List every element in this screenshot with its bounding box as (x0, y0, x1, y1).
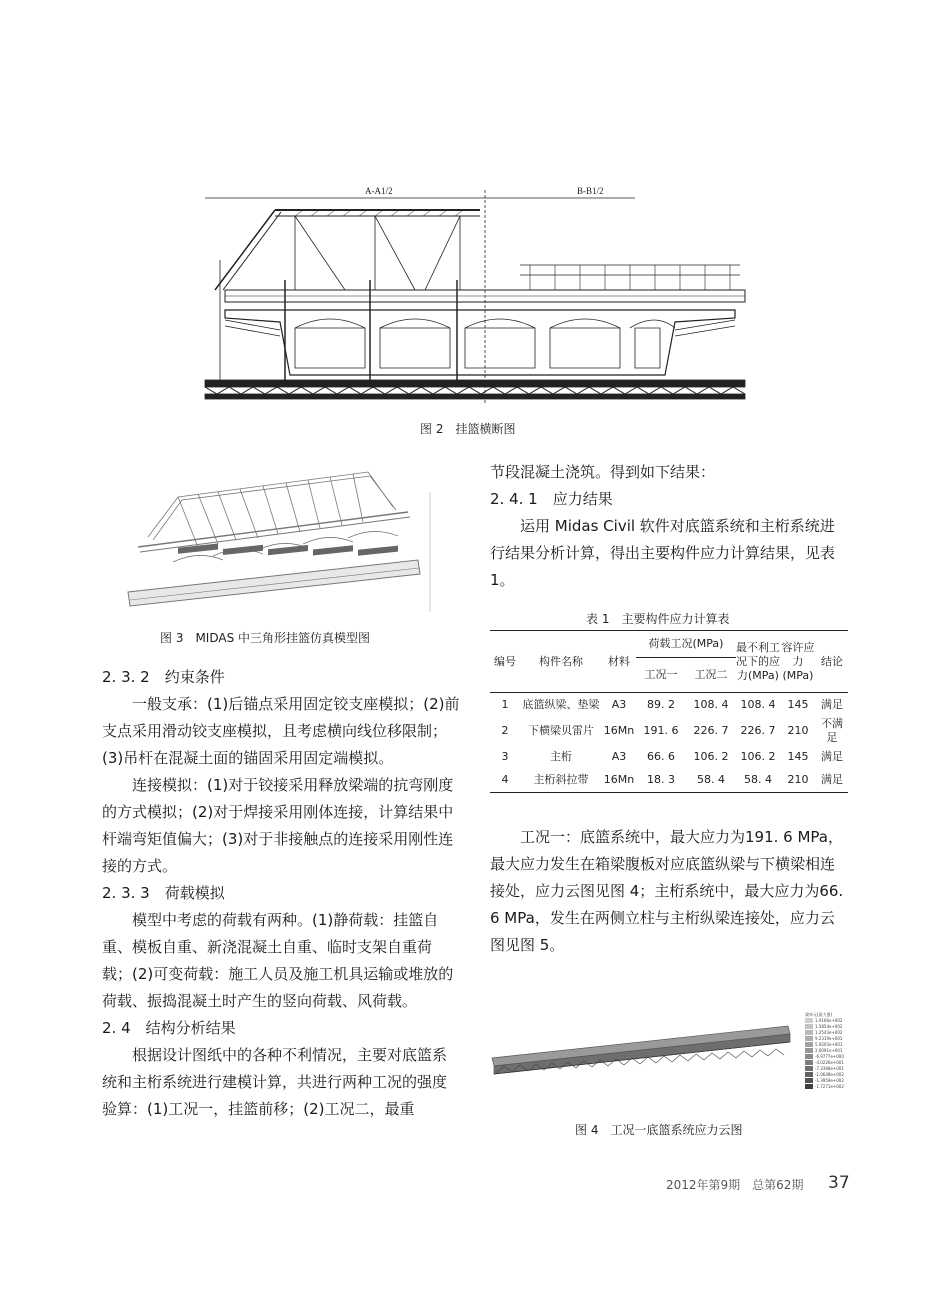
legend-value: -1.7271e+002 (815, 1084, 844, 1089)
cell: 满足 (821, 697, 843, 711)
cell: 1 (501, 697, 509, 711)
th-allow: 容许应力(MPa) (781, 640, 815, 682)
th-load-case: 荷载工况(MPa) (636, 631, 736, 658)
table-1-caption: 表 1 主要构件应力计算表 (586, 612, 730, 626)
legend-value: 1.5854e+002 (815, 1024, 843, 1029)
legend-value: -1.0648e+002 (815, 1072, 844, 1077)
cell: 108. 4 (693, 697, 729, 711)
section-2-3-3-title: 2. 3. 3 荷载模拟 (102, 884, 225, 902)
cell: 不满足 (821, 716, 843, 744)
cell: 145 (787, 749, 809, 763)
cell: 4 (501, 773, 509, 787)
section-2-4-para-1: 根据设计图纸中的各种不利情况，主要对底篮系统和主桁系统进行建模计算，共进行两种工况的强度验算：(1)工况一，挂篮前移；(2)工况二，最重 (102, 1046, 448, 1118)
legend-value: 1.2543e+002 (815, 1030, 843, 1035)
cell: 66. 6 (647, 749, 675, 763)
continuation-text: 节段混凝土浇筑。得到如下结果： (490, 463, 716, 481)
legend-value: 5.9205e+001 (815, 1042, 843, 1047)
section-2-4-title: 2. 4 结构分析结果 (102, 1019, 236, 1037)
cell: 226. 7 (740, 723, 776, 737)
cell: 89. 2 (647, 697, 675, 711)
legend-value: 2.6091e+001 (815, 1048, 843, 1053)
legend-values (815, 1018, 844, 1090)
section-2-3-2-para-1: 一般支承：(1)后锚点采用固定铰支座模拟；(2)前支点采用滑动铰支座模拟，且考虑横向线位移限制；(3)吊杆在混凝土面的锚固采用固定端模拟。 (102, 695, 460, 767)
cell: 主桁 (550, 749, 572, 763)
cell: 108. 4 (740, 697, 776, 711)
cell: 主桁斜拉带 (533, 773, 589, 787)
cell: 16Mn (603, 723, 635, 737)
page-number: 37 (828, 1173, 850, 1193)
figure-2 (195, 180, 755, 412)
cell: 145 (787, 697, 809, 711)
cell: A3 (611, 697, 627, 711)
section-2-4-1-para-1: 运用 Midas Civil 软件对底篮系统和主桁系统进行结果分析计算，得出主要构件应力计算结果，见表 1。 (490, 517, 836, 589)
th-material: 材料 (608, 654, 630, 668)
figure-3-caption: 图 3 MIDAS 中三角形挂篮仿真模型图 (160, 631, 371, 645)
figure-3 (118, 452, 436, 618)
cell: 底篮纵梁、垫梁 (522, 697, 600, 711)
figure-4 (490, 1016, 800, 1092)
th-no: 编号 (494, 654, 516, 668)
cell: 满足 (821, 773, 843, 787)
cell: A3 (611, 749, 627, 763)
stress-legend (805, 1012, 853, 1090)
legend-title: 梁单元(最大值) (805, 1012, 833, 1017)
cell: 210 (787, 723, 809, 737)
section-2-3-2-title: 2. 3. 2 约束条件 (102, 668, 225, 686)
th-case-2: 工况二 (694, 668, 728, 681)
section-2-4-1-title: 2. 4. 1 应力结果 (490, 490, 613, 508)
cell: 58. 4 (697, 773, 725, 787)
legend-value: 9.2319e+001 (815, 1036, 843, 1041)
figure-4-caption: 图 4 工况一底篮系统应力云图 (575, 1123, 743, 1137)
table-row (490, 717, 848, 745)
th-conclusion: 结论 (821, 654, 843, 668)
table-row (490, 769, 848, 793)
section-label-left: A-A1/2 (365, 186, 393, 196)
section-label-right: B-B1/2 (577, 186, 604, 196)
th-case-1: 工况一 (644, 668, 678, 681)
figure-2-caption: 图 2 挂篮横断图 (420, 422, 516, 436)
issue-info: 2012年第9期 总第62期 (666, 1178, 804, 1192)
legend-color-bar (805, 1018, 813, 1090)
stress-contour-model (490, 1016, 800, 1092)
cell: 106. 2 (693, 749, 729, 763)
cross-section-drawing (195, 180, 755, 412)
results-paragraph: 工况一：底篮系统中，最大应力为191. 6 MPa，最大应力发生在箱梁腹板对应底篮纵梁与下横梁相连接处，应力云图见图 4；主桁系统中，最大应力为66. 6 MPa，发生在两侧立柱与主桁纵梁连接处，应力云图见图 5。 (490, 828, 844, 954)
section-2-3-2-para-2: 连接模拟：(1)对于铰接采用释放梁端的抗弯刚度的方式模拟；(2)对于焊接采用刚体连接，计算结果中杆端弯矩值偏大；(3)对于非接触点的连接采用刚性连接的方式。 (102, 776, 454, 875)
cell: 191. 6 (643, 723, 679, 737)
cell: 16Mn (603, 773, 635, 787)
cell: 3 (501, 749, 509, 763)
midas-truss-model (118, 452, 436, 618)
cell: 下横梁贝雷片 (528, 723, 594, 737)
cell: 106. 2 (740, 749, 776, 763)
legend-value: 1.9166e+002 (815, 1018, 843, 1023)
th-worst: 最不利工况下的应力(MPa) (736, 640, 780, 682)
right-column-top (490, 459, 848, 594)
cell: 2 (501, 723, 509, 737)
table-row (490, 693, 848, 717)
cell: 226. 7 (693, 723, 729, 737)
legend-value: -4.0226e+001 (815, 1060, 844, 1065)
legend-value: -6.9777e+000 (815, 1054, 844, 1059)
cell: 满足 (821, 749, 843, 763)
table-row (490, 745, 848, 769)
legend-value: -7.3368e+001 (815, 1066, 844, 1071)
cell: 18. 3 (647, 773, 675, 787)
right-column-results (490, 824, 848, 959)
left-column (102, 664, 460, 1123)
cell: 58. 4 (744, 773, 772, 787)
legend-value: -1.3959e+002 (815, 1078, 844, 1083)
table-1 (490, 630, 848, 793)
section-2-3-3-para-1: 模型中考虑的荷载有两种。(1)静荷载：挂篮自重、模板自重、新浇混凝土自重、临时支架自重荷载；(2)可变荷载：施工人员及施工机具运输或堆放的荷载、振捣混凝土时产生的竖向荷载、风荷载。 (102, 911, 454, 1010)
cell: 210 (787, 773, 809, 787)
th-name: 构件名称 (539, 654, 583, 668)
